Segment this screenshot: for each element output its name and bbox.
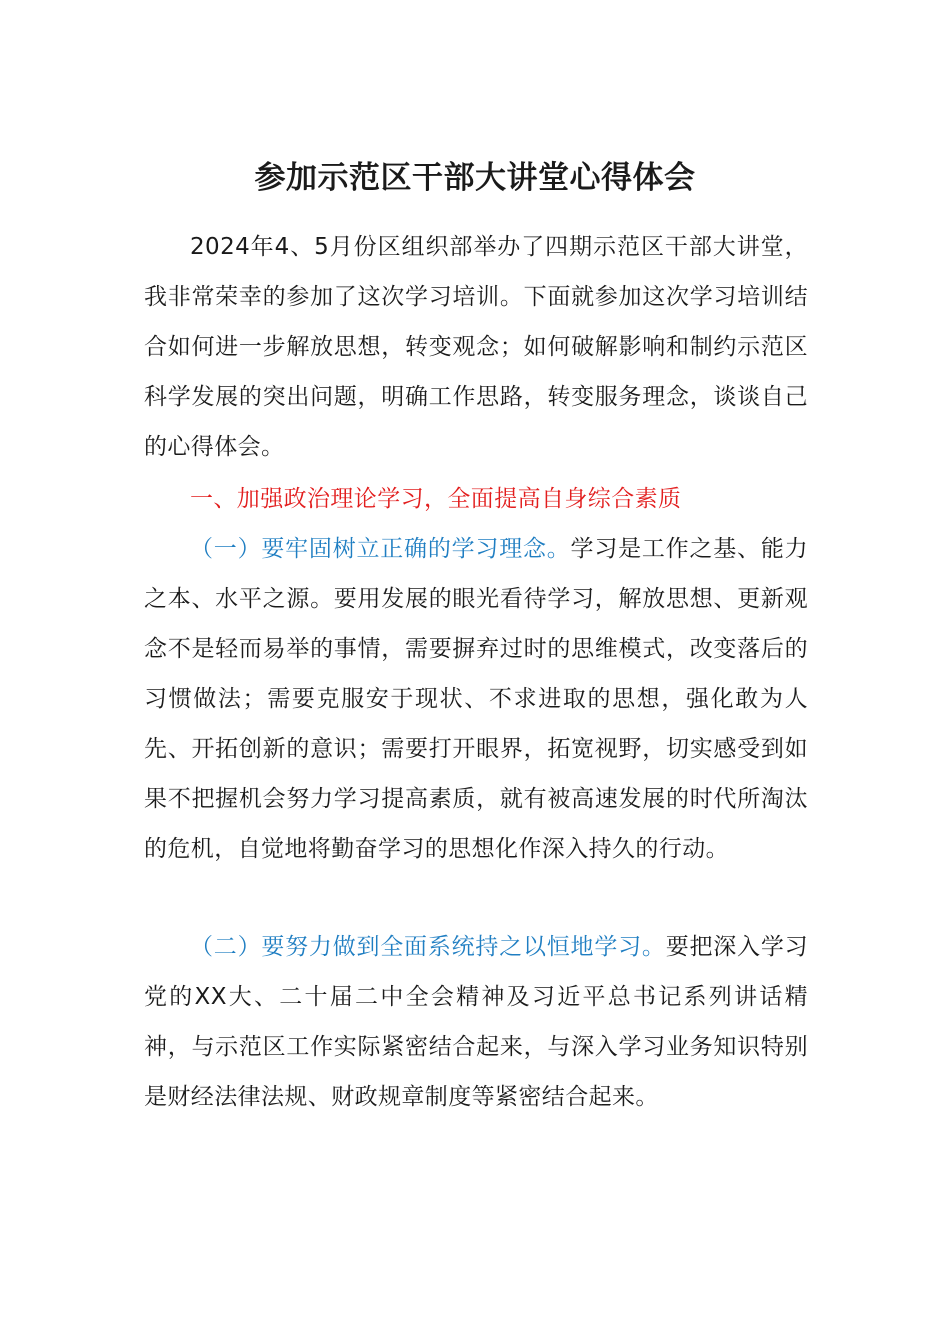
subsection-two-heading: （二）要努力做到全面系统持之以恒地学习。 (190, 934, 666, 960)
intro-paragraph-block (144, 222, 808, 472)
subsection-one-text: 学习是工作之基、能力之本、水平之源。要用发展的眼光看待学习，解放思想、更新观念不是轻而易举的事情，需要摒弃过时的思维模式，改变落后的习惯做法；需要克服安于现状、不求进取的思想，强化敢为人先、开拓创新的意识；需要打开眼界，拓宽视野，切实感受到如果不把握机会努力学习提高素质，就有被高速发展的时代所淘汰的危机，自觉地将勤奋学习的思想化作深入持久的行动。 (144, 536, 809, 862)
subsection-one-paragraph (144, 524, 808, 874)
subsection-one-block (144, 524, 808, 874)
intro-paragraph: 2024年4、5月份区组织部举办了四期示范区干部大讲堂，我非常荣幸的参加了这次学习培训。下面就参加这次学习培训结合如何进一步解放思想，转变观念；如何破解影响和制约示范区科学发展的突出问题，明确工作思路，转变服务理念，谈谈自己的心得体会。 (144, 234, 808, 460)
subsection-two-block (144, 922, 808, 1122)
section-heading: 一、加强政治理论学习，全面提高自身综合素质 (190, 486, 682, 512)
subsection-two-paragraph (144, 922, 808, 1122)
subsection-one-heading: （一）要牢固树立正确的学习理念。 (190, 536, 571, 562)
subsection-two-text: 要把深入学习党的XX大、二十届二中全会精神及习近平总书记系列讲话精神，与示范区工作实际紧密结合起来，与深入学习业务知识特别是财经法律法规、财政规章制度等紧密结合起来。 (144, 934, 809, 1110)
document-title: 参加示范区干部大讲堂心得体会 (254, 160, 696, 196)
